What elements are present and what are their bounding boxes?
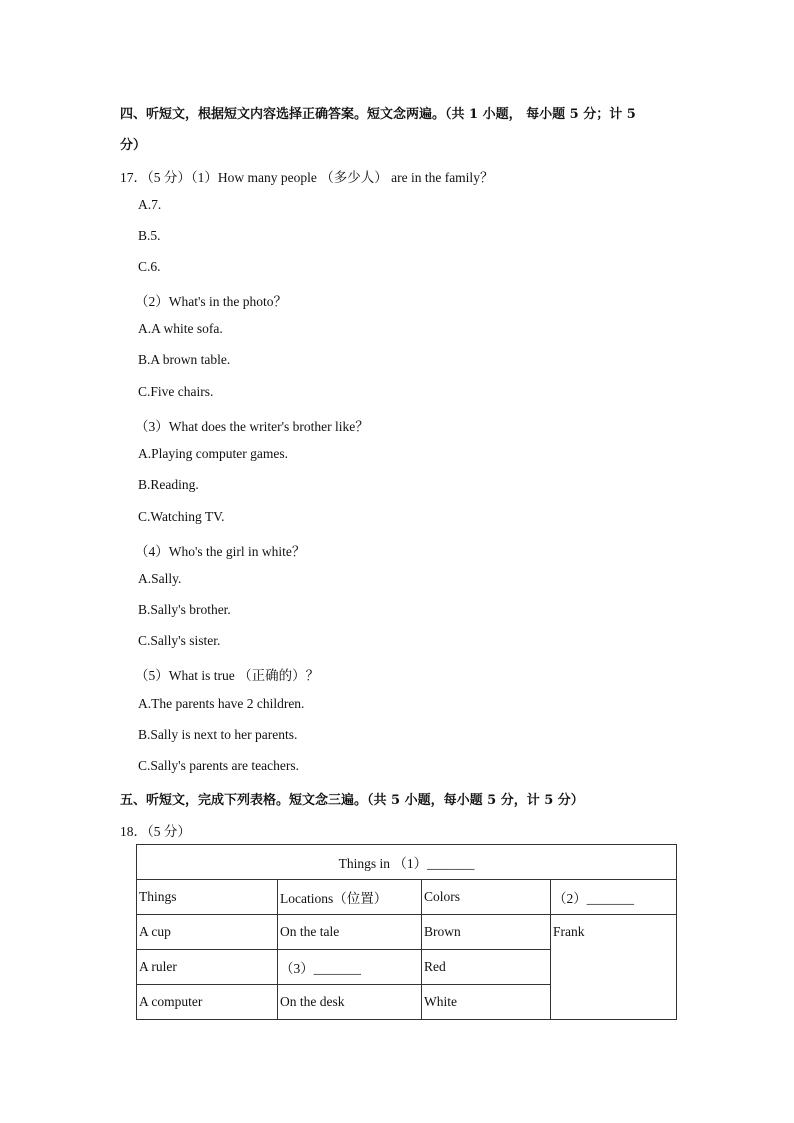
table-cell: On the desk: [278, 985, 422, 1020]
table-header-things: Things: [137, 880, 278, 915]
question-18-stem: 18．（5 分）: [120, 824, 191, 839]
q17-part5-option-b: B.Sally is next to her parents.: [138, 727, 298, 742]
table-title-row: [137, 845, 677, 880]
section-4-heading-line1: 四、听短文，根据短文内容选择正确答案。短文念两遍。（共 1 小题， 每小题 5 分；计 5: [120, 107, 636, 122]
q17-part4-question: （4）Who's the girl in white？: [135, 544, 306, 559]
table-cell: On the tale: [278, 915, 422, 950]
q17-part3-question: （3）What does the writer's brother like？: [135, 419, 369, 434]
q17-part4-option-b: B.Sally's brother.: [138, 602, 231, 617]
q17-part1-option-a: A.7.: [138, 197, 162, 212]
table-merged-cell-frank: Frank: [551, 915, 677, 1020]
q17-part2-option-a: A.A white sofa.: [138, 321, 223, 336]
q17-part2-question: （2）What's in the photo？: [135, 294, 288, 309]
table-header-colors: Colors: [422, 880, 551, 915]
table-cell: A ruler: [137, 950, 278, 985]
q17-part5-question: （5）What is true （正确的）？: [135, 668, 320, 683]
q17-part5-option-c: C.Sally's parents are teachers.: [138, 758, 299, 773]
section-4-heading-line2: 分）: [120, 138, 147, 153]
table-row: [137, 915, 677, 950]
q17-part2-option-c: C.Five chairs.: [138, 384, 214, 399]
q17-part4-option-c: C.Sally's sister.: [138, 633, 221, 648]
table-header-locations: Locations（位置）: [278, 880, 422, 915]
q17-part1-option-c: C.6.: [138, 259, 161, 274]
q17-part2-option-b: B.A brown table.: [138, 352, 231, 367]
table-cell: A computer: [137, 985, 278, 1020]
q17-part5-option-a: A.The parents have 2 children.: [138, 696, 305, 711]
q17-part3-option-c: C.Watching TV.: [138, 509, 225, 524]
table-cell: Brown: [422, 915, 551, 950]
question-17-stem: 17．（5 分）（1）How many people （多少人） are in the family？: [120, 170, 494, 185]
q17-part1-option-b: B.5.: [138, 228, 161, 243]
table-title: Things in （1）_______: [137, 845, 677, 880]
table-cell: White: [422, 985, 551, 1020]
table-cell-blank-3: （3）_______: [278, 950, 422, 985]
table-cell: Red: [422, 950, 551, 985]
table-header-blank-2: （2）_______: [551, 880, 677, 915]
table-cell: A cup: [137, 915, 278, 950]
q17-part3-option-b: B.Reading.: [138, 477, 199, 492]
q17-part3-option-a: A.Playing computer games.: [138, 446, 288, 461]
table-header-row: [137, 880, 677, 915]
things-table: [136, 844, 677, 1020]
q17-part4-option-a: A.Sally.: [138, 571, 182, 586]
section-5-heading: 五、听短文，完成下列表格。短文念三遍。（共 5 小题，每小题 5 分，计 5 分）: [120, 793, 584, 808]
